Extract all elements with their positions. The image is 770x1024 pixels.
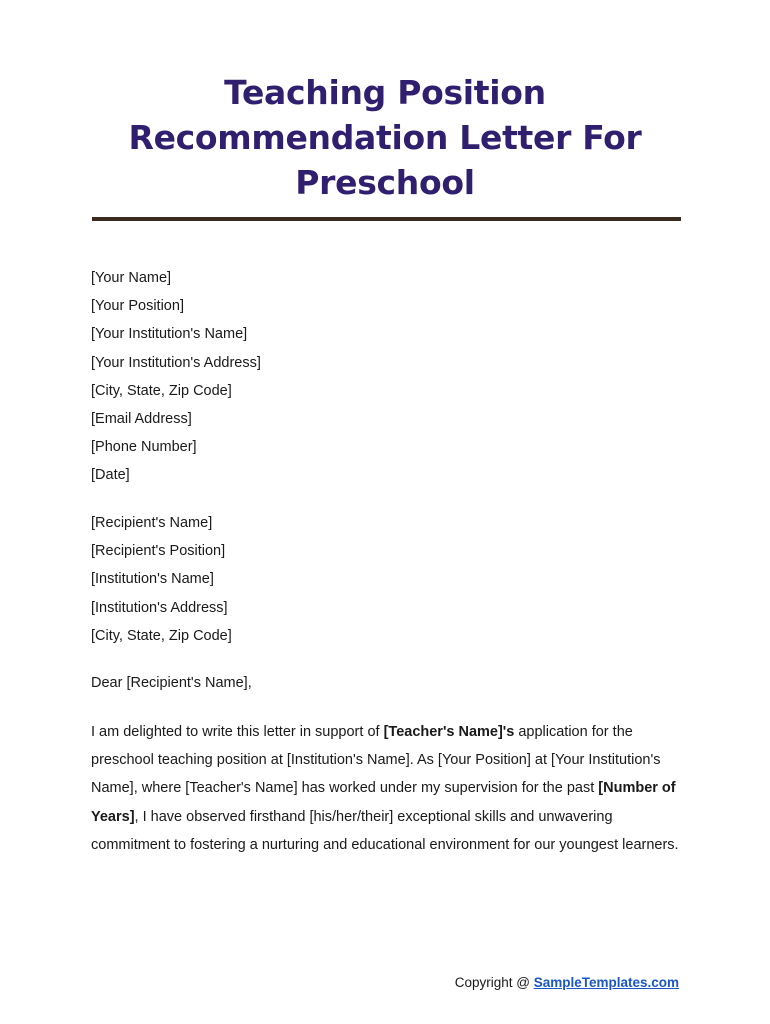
body-text-2: application for the preschool teaching position at [Institution's Name]. As [Your Position] at [Your Institution's Name], where [Teacher's Name] has worked under my supervision for the past	[91, 724, 661, 797]
copyright-footer	[455, 973, 679, 993]
title-divider	[92, 217, 681, 221]
sender-institution-address: [Your Institution's Address]	[91, 354, 261, 371]
recipient-address-block	[91, 513, 691, 654]
body-text-3: , I have observed firsthand [his/her/their] exceptional skills and unwavering commitment to fostering a nurturing and educational environment for our youngest learners.	[91, 808, 679, 853]
sender-name: [Your Name]	[91, 270, 172, 286]
sender-institution-name: [Your Institution's Name]	[91, 326, 248, 343]
teacher-name-bold: [Teacher's Name]'s	[383, 724, 515, 740]
sender-position: [Your Position]	[91, 298, 184, 315]
salutation: Dear [Recipient's Name],	[91, 675, 252, 691]
sender-phone: [Phone Number]	[91, 439, 197, 456]
recipient-name: [Recipient's Name]	[91, 515, 213, 531]
recipient-city-state-zip: [City, State, Zip Code]	[91, 627, 232, 644]
letter-date: [Date]	[91, 467, 130, 484]
sender-email: [Email Address]	[91, 410, 192, 427]
sender-address-block	[91, 268, 691, 494]
recipient-institution-name: [Institution's Name]	[91, 571, 214, 588]
years-bold: [Number of Years]	[91, 780, 676, 825]
copyright-prefix: Copyright @	[454, 975, 534, 990]
sampletemplates-link[interactable]: SampleTemplates.com	[533, 975, 679, 990]
body-paragraph	[91, 718, 691, 859]
page-title: Teaching Position Recommendation Letter For Preschool	[128, 73, 642, 202]
recipient-institution-address: [Institution's Address]	[91, 599, 228, 616]
sender-city-state-zip: [City, State, Zip Code]	[91, 382, 232, 399]
body-text-1: I am delighted to write this letter in support of	[91, 724, 384, 740]
recipient-position: [Recipient's Position]	[91, 543, 226, 560]
